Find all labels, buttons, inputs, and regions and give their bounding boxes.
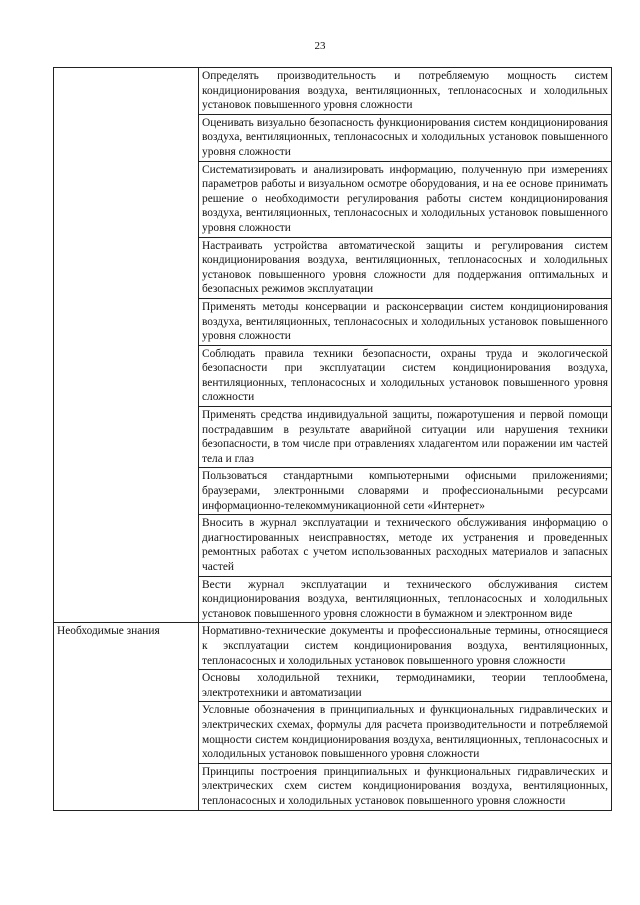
table-cell: Основы холодильной техники, термодинамики, теории теплообмена, электротехники и автоматизации: [199, 670, 612, 702]
row-label-skills: [54, 68, 199, 623]
table-cell: Вносить в журнал эксплуатации и технического обслуживания информацию о диагностированных неисправностях, методе их устранения и проведенных ремонтных работах с учетом использованных расходных материалов и запасных частей: [199, 515, 612, 576]
table-cell: Принципы построения принципиальных и функциональных гидравлических и электрических схем систем кондиционирования воздуха, вентиляционных, теплонасосных и холодильных установок повышенного уровня сложности: [199, 763, 612, 810]
table-cell: Условные обозначения в принципиальных и функциональных гидравлических и электрических схемах, формулы для расчета производительности и потребляемой мощности систем кондиционирования воздуха, вентиляционных, теплонасосных и холодильных установок повышенного уровня сложности: [199, 702, 612, 763]
skills-block: [54, 68, 612, 623]
table-cell: Определять производительность и потребляемую мощность систем кондиционирования воздуха, вентиляционных, теплонасосных и холодильных установок повышенного уровня сложности: [199, 68, 612, 115]
table-cell: Оценивать визуально безопасность функционирования систем кондиционирования воздуха, вентиляционных, теплонасосных и холодильных установок повышенного уровня сложности: [199, 114, 612, 161]
table-row: [54, 68, 612, 115]
table-cell: Соблюдать правила техники безопасности, охраны труда и экологической безопасности при эксплуатации систем кондиционирования воздуха, вентиляционных, теплонасосных и холодильных установок повышенного уровня сложности: [199, 345, 612, 406]
page-number: 23: [314, 40, 326, 52]
table-row: [54, 623, 612, 670]
table-cell: Нормативно-технические документы и профессиональные термины, относящиеся к эксплуатации систем кондиционирования воздуха, вентиляционных, теплонасосных и холодильных установок повышенного уровня сложности: [199, 623, 612, 670]
table-cell: Применять средства индивидуальной защиты, пожаротушения и первой помощи пострадавшим в результате аварийной ситуации или нарушения техники безопасности, в том числе при отравлениях хладагентом или поражении им частей тела и глаз: [199, 407, 612, 468]
knowledge-block: [54, 623, 612, 810]
table-cell: Вести журнал эксплуатации и технического обслуживания систем кондиционирования воздуха, вентиляционных, теплонасосных и холодильных установок повышенного уровня сложности в бумажном и электронном виде: [199, 576, 612, 623]
table-cell: Применять методы консервации и расконсервации систем кондиционирования воздуха, вентиляционных, теплонасосных и холодильных установок повышенного уровня сложности: [199, 298, 612, 345]
requirements-table: [53, 67, 612, 811]
table-cell: Пользоваться стандартными компьютерными офисными приложениями; браузерами, электронными словарями и профессиональными ресурсами информационно-телекоммуникационной сети «Интернет»: [199, 468, 612, 515]
table-cell: Настраивать устройства автоматической защиты и регулирования систем кондиционирования воздуха, вентиляционных, теплонасосных и холодильных установок повышенного уровня сложности для поддержания оптимальных и безопасных режимов эксплуатации: [199, 237, 612, 298]
row-label-knowledge: Необходимые знания: [54, 623, 199, 810]
table-cell: Систематизировать и анализировать информацию, полученную при измерениях параметров работы и визуальном осмотре оборудования, и на ее основе принимать решение о необходимости регулирования работы систем кондиционирования воздуха, вентиляционных, теплонасосных и холодильных установок повышенного уровня сложности: [199, 161, 612, 237]
